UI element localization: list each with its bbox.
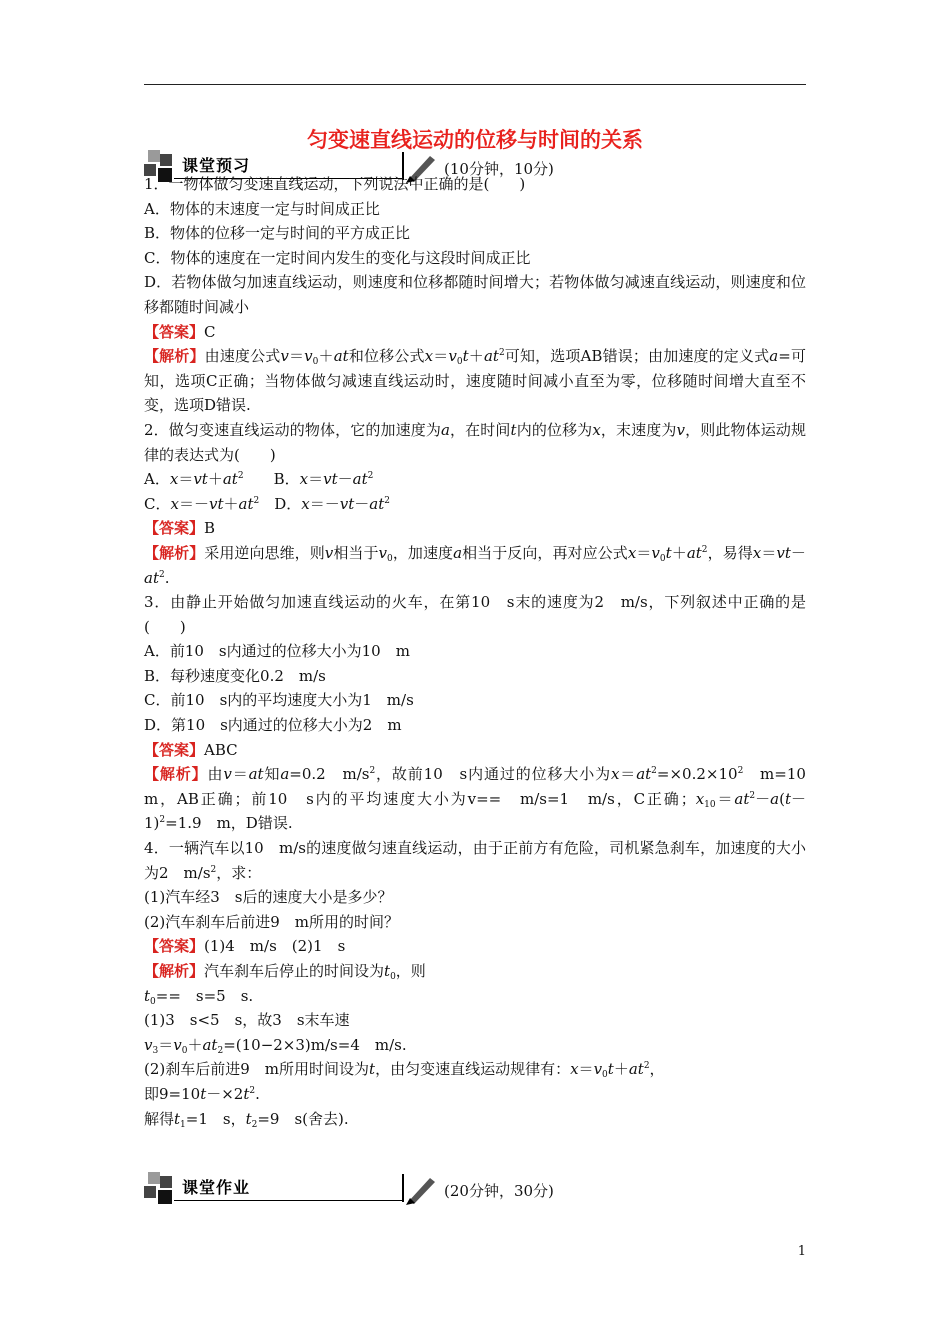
q4-stem: 4．一辆汽车以10 m/s的速度做匀速直线运动，由于正前方有危险，司机紧急刹车，加速度的大小为2 $m/s^2$，求： (144, 839, 806, 882)
q4-line-text: == s=5 s. (155, 986, 254, 1005)
q3-analysis-text: 知 (263, 765, 281, 784)
q2-analysis-text: ，加速度 (392, 543, 454, 562)
q2-answer (144, 516, 806, 541)
q2-answer-value: B (204, 519, 216, 538)
q4-line: (1)3 s<5 s，故3 s末车速 (144, 1011, 350, 1030)
q3-analysis-text: ，故前10 s内通过的位移大小为 (375, 765, 611, 784)
q1-analysis-text: 由速度公式 (204, 347, 281, 366)
q3-analysis-text: =×0.2×10 (656, 765, 738, 784)
q3-analysis-text: =0.2 m/s (289, 765, 370, 784)
q1-option-c: C．物体的速度在一定时间内发生的变化与这段时间成正比 (144, 248, 531, 267)
q1-stem: 1．一物体做匀变速直线运动，下列说法中正确的是( ) (144, 175, 526, 193)
q3-stem: 3．由静止开始做匀加速直线运动的火车，在第10 s末的速度为2 m/s，下列叙述中正确的是( ) (144, 593, 806, 636)
q3-answer-value: ABC (204, 740, 238, 759)
q2-stem-text: ，则此物体运动规律的表达式为( ) (144, 420, 806, 464)
header-rule (144, 84, 806, 85)
section-time: (20分钟，30分) (444, 1182, 554, 1200)
q4-analysis: 【解析】汽车刹车后停止的时间设为$t_0$，则 (144, 962, 426, 982)
answer-tag: 【答案】 (144, 740, 205, 759)
q1-answer (144, 320, 806, 345)
q2-stem-text: ，末速度为 (600, 420, 677, 439)
q3-option-c: C．前10 s内的平均速度大小为1 m/s (144, 691, 414, 710)
answer-tag: 【答案】 (144, 519, 205, 538)
q4-answer (144, 934, 806, 959)
q4-stem-text: 4．一辆汽车以10 m/s的速度做匀速直线运动，由于正前方有危险，司机紧急刹车，加速度的大小为2 m/s (144, 839, 806, 882)
q1-analysis-text: =可知，选项C正确；当物体做匀减速直线运动时，速度随时间减小直至为零，位移随时间增大直至不变，选项D错误. (144, 347, 806, 415)
q2-stem: 2．做匀变速直线运动的物体，它的加速度为a，在时间t内的位移为x，末速度为v，则此物体运动规律的表达式为( ) (144, 420, 806, 464)
q2-options-ab: A．$x=vt+at^2$ B．$x=vt-at^2$ (144, 470, 374, 489)
q1-option-a: A．物体的末速度一定与时间成正比 (144, 199, 380, 218)
answer-tag: 【答案】 (144, 937, 205, 956)
q3-analysis-text: 由 (207, 765, 224, 784)
q4-part-2: (2)汽车刹车后前进9 m所用的时间？ (144, 912, 400, 931)
q4-line-text: 即9=10 (144, 1084, 201, 1103)
q4-analysis-text: 汽车刹车后停止的时间设为 (204, 962, 385, 980)
q4-line-text: =9 s(舍去). (257, 1109, 349, 1128)
q1-answer-value: C (204, 322, 216, 341)
analysis-tag: 【解析】 (144, 543, 205, 562)
q4-line: 即$9=10t-\times 2t^2$. (144, 1084, 260, 1103)
q3-analysis-text: m=10 m，AB正确；前10 s内的平均速度大小为v== m/s=1 m/s，C正确； (144, 765, 821, 808)
q4-stem-text: ，求： (216, 863, 262, 882)
q4-line-text: (2)刹车后前进9 m所用时间设为 (144, 1060, 370, 1079)
analysis-tag: 【解析】 (144, 347, 205, 366)
answer-tag: 【答案】 (144, 322, 205, 341)
q4-line-text: =1 s， (185, 1109, 246, 1128)
q2-analysis-text: 采用逆向思维，则 (204, 543, 325, 562)
q2-analysis-text: 相当于反向，再对应公式 (462, 543, 628, 562)
banner-underline (174, 1200, 404, 1201)
q2-stem-text: ，在时间 (449, 420, 511, 439)
q1-option-b: B．物体的位移一定与时间的平方成正比 (144, 224, 411, 243)
q4-line: $t_0==$ s=5 s. (144, 986, 254, 1007)
section-banner-homework (144, 1172, 554, 1206)
q4-line: 解得$t_1=1$ s，$t_2=9$ s(舍去). (144, 1109, 349, 1130)
q4-line: (2)刹车后前进9 m所用时间设为t，由匀变速直线运动规律有：$x=v_0t+at^2$， (144, 1060, 665, 1081)
section-label: 课堂作业 (182, 1178, 251, 1197)
q4-part-1: (1)汽车经3 s后的速度大小是多少？ (144, 888, 393, 907)
document-content (144, 172, 821, 1131)
q4-answer-value: (1)4 m/s (2)1 s (204, 937, 346, 956)
q4-line: $v_3=v_0+at_2=(10-2\times 3)m/s=4$ m/s. (144, 1035, 407, 1056)
q3-option-d: D．第10 s内通过的位移大小为2 m (144, 716, 402, 735)
analysis-tag: 【解析】 (144, 962, 205, 980)
q3-option-b: B．每秒速度变化0.2 m/s (144, 666, 326, 685)
q2-analysis: 【解析】采用逆向思维，则v相当于$v_0$，加速度a相当于反向，再对应公式$x=v_0t+at^2$，易得$x=vt-at^2$. (144, 543, 806, 587)
section-label: 课堂预习 (182, 156, 251, 175)
section-time: (10分钟，10分) (444, 160, 554, 178)
q2-options-cd: C．$x=-vt+at^2$ D．$x=-vt-at^2$ (144, 494, 390, 513)
page-title: 匀变速直线运动的位移与时间的关系 (307, 128, 643, 152)
q2-stem-text: 2．做匀变速直线运动的物体，它的加速度为 (144, 420, 441, 439)
q3-analysis-text: =1.9 m，D错误. (165, 814, 293, 833)
q3-analysis: 【解析】由v＝at知a=0.2 $m/s^2$，故前10 s内通过的位移大小为$x=at^2=\times 0.2\times 10^2$ m=10 m，AB正确；前10 s内的平均速度大小为v== m/s=1 m/s，C正确；$x_{10}=at^2-a(t-1)^2=1.9$ m，D错误. (144, 765, 821, 833)
q4-line-text: ，由匀变速直线运动规律有： (375, 1060, 571, 1079)
q4-line-text: 解得 (144, 1109, 175, 1128)
q2-analysis-text: 相当于 (333, 543, 379, 562)
q4-analysis-text: ，则 (395, 962, 426, 980)
q1-option-d: D．若物体做匀加速直线运动，则速度和位移都随时间增大；若物体做匀减速直线运动，则速度和位移都随时间减小 (144, 273, 806, 316)
page-number: 1 (797, 1244, 806, 1259)
q2-analysis-text: ，易得 (707, 543, 753, 562)
q4-line-text: =(10−2×3)m/s=4 m/s. (223, 1035, 407, 1054)
q1-analysis: 【解析】由速度公式$v=v_0+at$和位移公式$x=v_0t+at^2$可知，选项AB错误；由加速度的定义式a=可知，选项C正确；当物体做匀减速直线运动时，速度随时间减小直至为零，位移随时间增大直至不变，选项D错误. (144, 347, 806, 415)
pencil-icon (402, 1172, 436, 1206)
q1-analysis-text: 和位移公式 (348, 347, 425, 366)
q1-analysis-text: 可知，选项AB错误；由加速度的定义式 (504, 347, 770, 366)
q3-answer (144, 738, 806, 763)
analysis-tag: 【解析】 (144, 765, 208, 784)
q2-stem-text: 内的位移为 (516, 420, 593, 439)
q3-option-a: A．前10 s内通过的位移大小为10 m (144, 642, 410, 661)
